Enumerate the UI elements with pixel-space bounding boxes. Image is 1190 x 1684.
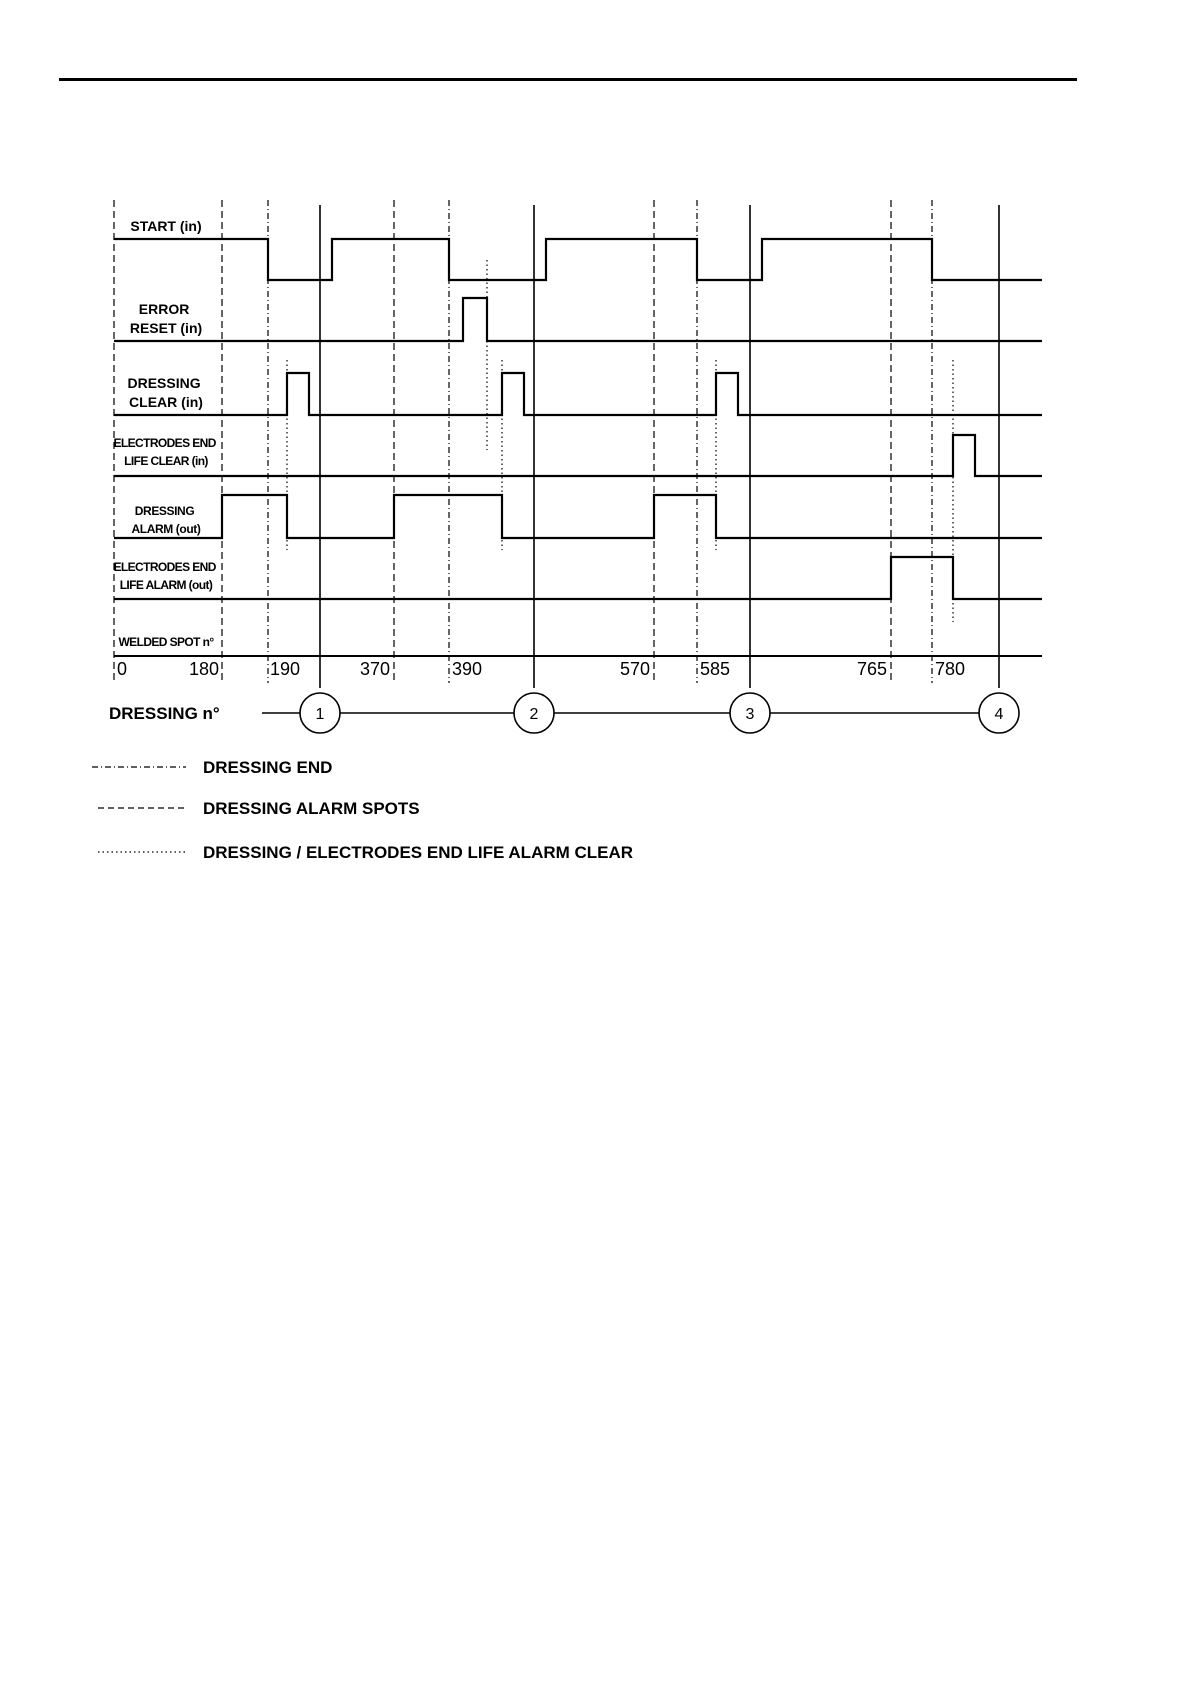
dressing-marker-4-label: 4	[994, 706, 1004, 723]
dressing-marker-3-label: 3	[745, 706, 755, 723]
label-dressing-alarm: DRESSING ALARM (out)	[131, 504, 201, 536]
vertical-guides	[114, 200, 999, 688]
tick-585: 585	[700, 659, 731, 679]
label-start: START (in)	[130, 218, 202, 234]
wave-electrodes-end-life-clear	[114, 435, 1042, 476]
label-welded-spot: WELDED SPOT n°	[118, 635, 214, 649]
dressing-marker-1-label: 1	[315, 706, 325, 723]
wave-electrodes-end-life-alarm	[114, 557, 1042, 599]
label-electrodes-end-life-alarm: ELECTRODES END LIFE ALARM (out)	[113, 560, 216, 592]
tick-765: 765	[856, 659, 887, 679]
dressing-marker-2-label: 2	[529, 706, 539, 723]
tick-390: 390	[452, 659, 483, 679]
tick-190: 190	[270, 659, 301, 679]
legend-dressing-alarm-spots: DRESSING ALARM SPOTS	[203, 799, 420, 818]
label-dressing-clear: DRESSING CLEAR (in)	[127, 375, 203, 410]
label-error-reset: ERROR RESET (in)	[129, 301, 203, 336]
tick-0: 0	[117, 659, 128, 679]
wave-dressing-alarm	[114, 495, 1042, 538]
tick-180: 180	[188, 659, 219, 679]
dressing-number-label: DRESSING n°	[109, 704, 220, 723]
legend-alarm-clear: DRESSING / ELECTRODES END LIFE ALARM CLEAR	[203, 843, 634, 862]
wave-dressing-clear	[114, 373, 1042, 415]
tick-370: 370	[359, 659, 390, 679]
waveforms	[114, 239, 1042, 656]
wave-error-reset	[114, 298, 1042, 341]
wave-start	[114, 239, 1042, 280]
legend-dressing-end: DRESSING END	[203, 758, 333, 777]
tick-570: 570	[619, 659, 650, 679]
tick-780: 780	[935, 659, 966, 679]
label-electrodes-end-life-clear: ELECTRODES END LIFE CLEAR (in)	[113, 436, 216, 468]
legend	[92, 758, 633, 862]
